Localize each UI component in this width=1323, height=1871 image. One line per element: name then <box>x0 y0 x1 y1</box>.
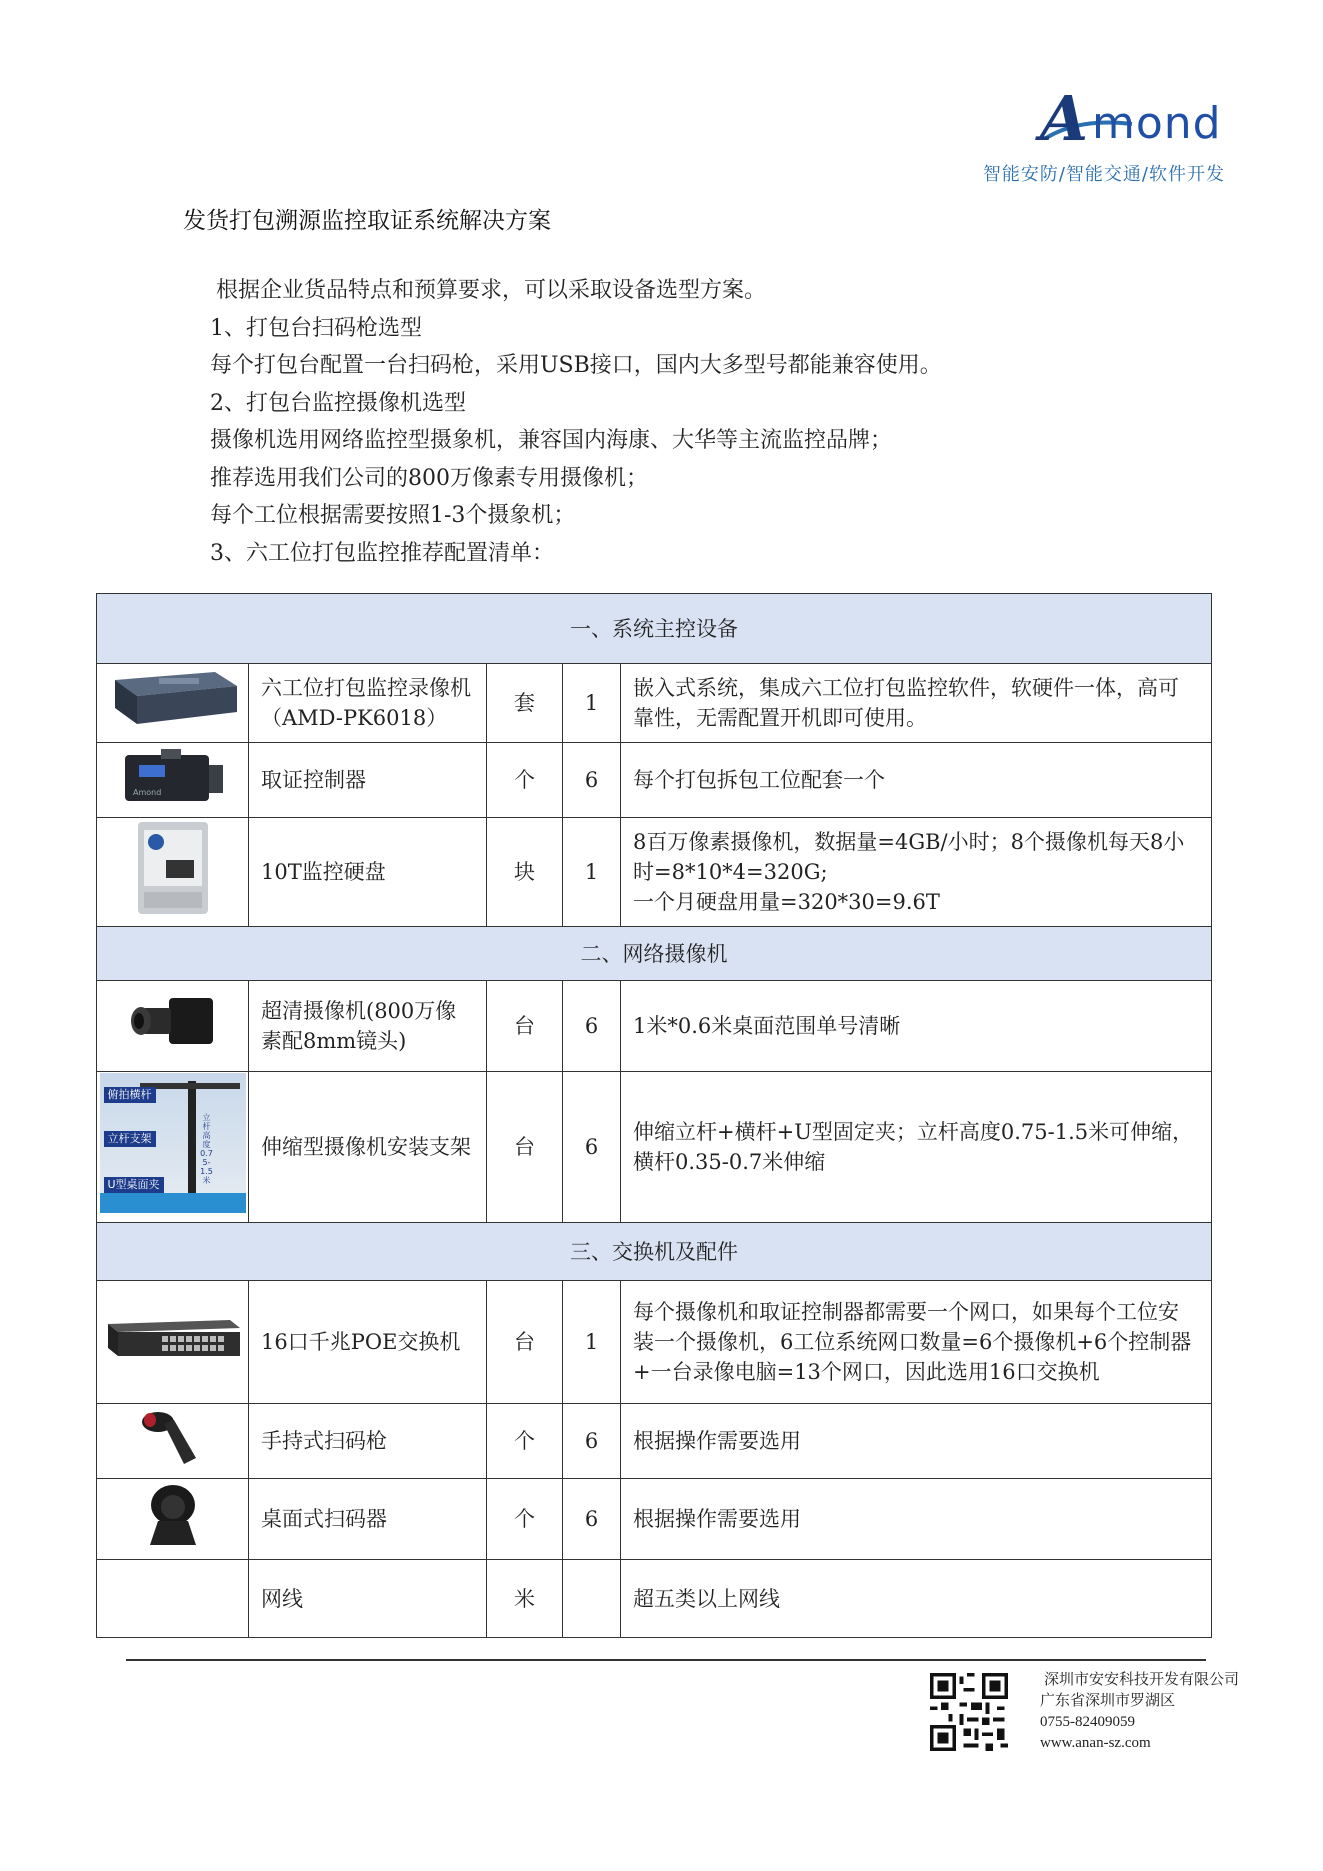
item-desc: 根据操作需要选用 <box>621 1479 1212 1560</box>
company-name: 深圳市安安科技开发有限公司 <box>1044 1672 1240 1688</box>
slogan: 智能安防/智能交通/软件开发 <box>982 164 1225 185</box>
table-row <box>97 981 1212 1072</box>
table-cell-image <box>97 1404 249 1479</box>
desc-line: 8百万像素摄像机，数据量=4GB/小时；8个摄像机每天8小时=8*10*4=320G; <box>633 830 1185 884</box>
intro-line: 摄像机选用网络监控型摄象机，兼容国内海康、大华等主流监控品牌； <box>210 428 893 453</box>
item-qty: 1 <box>563 664 621 743</box>
page-title: 发货打包溯源监控取证系统解决方案 <box>183 208 551 234</box>
table-cell-image <box>97 664 249 743</box>
table-row <box>97 1479 1212 1560</box>
item-unit: 个 <box>487 1404 563 1479</box>
item-name: 桌面式扫码器 <box>249 1479 487 1560</box>
item-desc: 嵌入式系统，集成六工位打包监控软件，软硬件一体，高可靠性，无需配置开机即可使用。 <box>621 664 1212 743</box>
controller-image <box>119 745 227 807</box>
item-name: 六工位打包监控录像机（AMD-PK6018） <box>249 664 487 743</box>
bracket-label-side: 立杆高度0.75-1.5米 <box>200 1113 213 1185</box>
table-cell-image <box>97 1281 249 1404</box>
bracket-label-bottom: U型桌面夹 <box>104 1177 164 1193</box>
handheld-scanner-image <box>138 1406 208 1468</box>
item-qty: 1 <box>563 1281 621 1404</box>
table-cell-image <box>97 981 249 1072</box>
table-row <box>97 1560 1212 1638</box>
bracket-image <box>100 1073 246 1213</box>
bracket-label-mid: 立杆支架 <box>104 1131 156 1147</box>
section-title: 一、系统主控设备 <box>97 594 1212 664</box>
item-qty: 6 <box>563 1072 621 1223</box>
intro-line: 每个工位根据需要按照1-3个摄象机； <box>210 503 576 528</box>
company-info <box>1040 1670 1240 1754</box>
item-name: 伸缩型摄像机安装支架 <box>249 1072 487 1223</box>
item-unit: 台 <box>487 1281 563 1404</box>
item-desc: 每个打包拆包工位配套一个 <box>621 743 1212 818</box>
item-name: 网线 <box>249 1560 487 1638</box>
table-row <box>97 1072 1212 1223</box>
section-row <box>97 1223 1212 1281</box>
hard-disk-image <box>134 820 212 916</box>
intro-line: 推荐选用我们公司的800万像素专用摄像机； <box>210 465 648 491</box>
item-qty: 6 <box>563 1404 621 1479</box>
camera-image <box>125 986 221 1058</box>
item-name: 16口千兆POE交换机 <box>249 1281 487 1404</box>
item-unit: 套 <box>487 664 563 743</box>
equipment-table <box>96 593 1212 1638</box>
section-title: 二、网络摄像机 <box>97 927 1212 981</box>
svg-text:Amond: Amond <box>132 788 161 797</box>
table-cell-image <box>97 743 249 818</box>
table-cell-image <box>97 1072 249 1223</box>
item-qty: 6 <box>563 743 621 818</box>
section-title: 三、交换机及配件 <box>97 1223 1212 1281</box>
table-row <box>97 1404 1212 1479</box>
item-unit: 米 <box>487 1560 563 1638</box>
item-desc <box>621 818 1212 927</box>
table-row <box>97 818 1212 927</box>
intro-heading-1: 1、打包台扫码枪选型 <box>210 315 422 341</box>
table-row <box>97 743 1212 818</box>
nvr-recorder-image <box>105 666 241 732</box>
item-desc: 伸缩立杆+横杆+U型固定夹；立杆高度0.75-1.5米可伸缩，横杆0.35-0.7米伸缩 <box>621 1072 1212 1223</box>
logo-text: mond <box>1092 98 1222 149</box>
section-row <box>97 927 1212 981</box>
item-unit: 个 <box>487 743 563 818</box>
company-website: www.anan-sz.com <box>1040 1735 1151 1751</box>
company-logo <box>1040 82 1230 155</box>
table-row <box>97 1281 1212 1404</box>
desktop-scanner-image <box>140 1481 206 1549</box>
item-name: 取证控制器 <box>249 743 487 818</box>
table-cell-image <box>97 1560 249 1638</box>
switch-image <box>104 1314 242 1362</box>
logo-letter-a: A <box>1040 82 1089 155</box>
company-address: 广东省深圳市罗湖区 <box>1040 1693 1176 1709</box>
intro-heading-2: 2、打包台监控摄像机选型 <box>210 390 466 416</box>
item-name: 手持式扫码枪 <box>249 1404 487 1479</box>
item-unit: 个 <box>487 1479 563 1560</box>
item-name: 超清摄像机(800万像素配8mm镜头) <box>249 981 487 1072</box>
qr-code-icon <box>930 1672 1008 1752</box>
table-cell-image <box>97 1479 249 1560</box>
item-name: 10T监控硬盘 <box>249 818 487 927</box>
table-row <box>97 664 1212 743</box>
footer-divider <box>126 1659 1206 1661</box>
item-qty: 1 <box>563 818 621 927</box>
item-desc: 1米*0.6米桌面范围单号清晰 <box>621 981 1212 1072</box>
intro-heading-3: 3、六工位打包监控推荐配置清单： <box>210 540 554 566</box>
intro-line: 每个打包台配置一台扫码枪，采用USB接口，国内大多型号都能兼容使用。 <box>210 353 942 378</box>
company-phone: 0755-82409059 <box>1040 1714 1135 1730</box>
intro-text <box>210 272 1160 572</box>
item-qty <box>563 1560 621 1638</box>
desc-line: 一个月硬盘用量=320*30=9.6T <box>633 890 940 914</box>
item-desc: 每个摄像机和取证控制器都需要一个网口，如果每个工位安装一个摄像机，6工位系统网口数量=6个摄像机+6个控制器+一台录像电脑=13个网口，因此选用16口交换机 <box>621 1281 1212 1404</box>
intro-line: 根据企业货品特点和预算要求，可以采取设备选型方案。 <box>216 278 767 303</box>
item-unit: 台 <box>487 1072 563 1223</box>
item-unit: 台 <box>487 981 563 1072</box>
item-unit: 块 <box>487 818 563 927</box>
item-desc: 超五类以上网线 <box>621 1560 1212 1638</box>
item-qty: 6 <box>563 1479 621 1560</box>
item-qty: 6 <box>563 981 621 1072</box>
item-desc: 根据操作需要选用 <box>621 1404 1212 1479</box>
bracket-label-top: 俯拍横杆 <box>104 1087 156 1103</box>
section-row <box>97 594 1212 664</box>
table-cell-image <box>97 818 249 927</box>
